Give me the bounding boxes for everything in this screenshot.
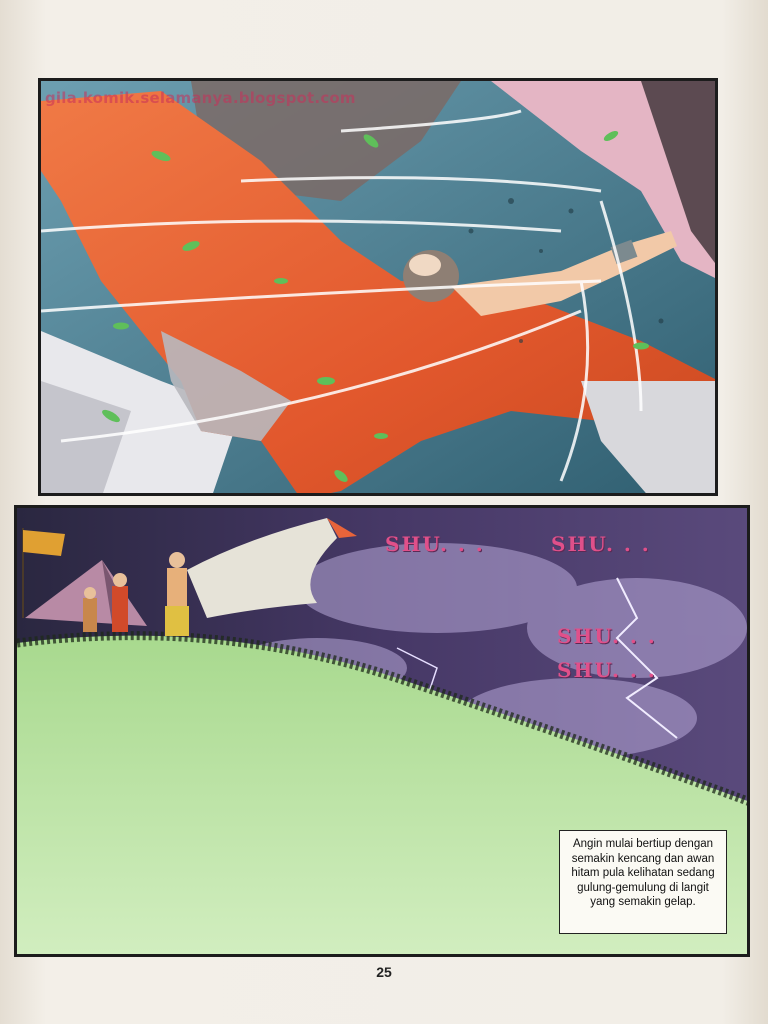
narration-caption: Angin mulai bertiup dengan semakin kencang dan awan hitam pula kelihatan sedang gulung-gemulung di langit yang semakin gelap. [559,830,727,934]
watermark-text: gila.komik.selamanya.blogspot.com [45,89,356,107]
flag [23,530,65,556]
sfx-text: SHU. . . [551,532,651,556]
sfx-text: SHU. . . [385,532,485,556]
panel-top-art [41,81,718,496]
comic-panel-top [38,78,718,496]
sfx-text: SHU. . . [557,624,657,648]
comic-panel-bottom [14,505,750,957]
page-number: 25 [376,964,392,980]
sfx-text: SHU. . . [557,658,657,682]
